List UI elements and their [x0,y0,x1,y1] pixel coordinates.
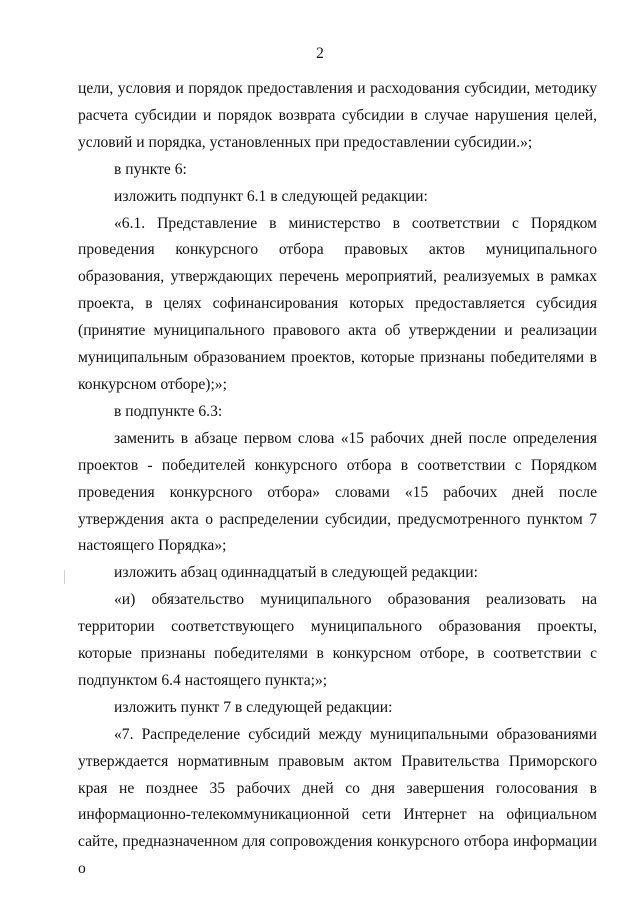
paragraph-6: заменить в абзаце первом слова «15 рабочих дней после определения проектов - победителей конкурсного отбора в соответствии с Порядком проведения конкурсного отбора» словами «15 рабочих дней после утверждения акта о распределении субсидии, предусмотренного пунктом 7 настоящего Порядка»; [78,429,597,555]
page-number: 2 [316,45,324,62]
paragraph-4: «6.1. Представление в министерство в соответствии с Порядком проведения конкурсного отбора правовых актов муниципального образования, утверждающих перечень мероприятий, реализуемых в рамках проекта, в целях софинансирования которых предоставляется субсидия (принятие муниципального правового акта об утверждении и реализации муниципальным образованием проектов, которые признаны победителями в конкурсном отборе);»; [78,214,597,393]
paragraph-7: изложить абзац одиннадцатый в следующей редакции: [114,564,478,582]
paragraph-2: в пункте 6: [114,160,187,178]
document-body [78,76,597,883]
paragraph-10: «7. Распределение субсидий между муниципальными образованиями утверждается нормативным правовым актом Правительства Приморского края не позднее 35 рабочих дней со дня завершения голосования в информационно-телекоммуникационной сети Интернет на официальном сайте, предназначенном для сопровождения конкурсного отбора информации о [78,725,597,878]
paragraph-9: изложить пункт 7 в следующей редакции: [114,698,393,716]
scan-edge-mark [64,570,65,584]
paragraph-1: цели, условия и порядок предоставления и расходования субсидии, методику расчета субсидии и порядок возврата субсидии в случае нарушения целей, условий и порядка, установленных при предоставлении субсидии.»; [78,80,597,151]
paragraph-8: «и) обязательство муниципального образования реализовать на территории соответствующего муниципального образования проекты, которые признаны победителями в конкурсном отборе, в соответствии с подпунктом 6.4 настоящего пункта;»; [78,591,597,689]
paragraph-3: изложить подпункт 6.1 в следующей редакции: [114,187,428,205]
paragraph-5: в подпункте 6.3: [114,402,223,420]
